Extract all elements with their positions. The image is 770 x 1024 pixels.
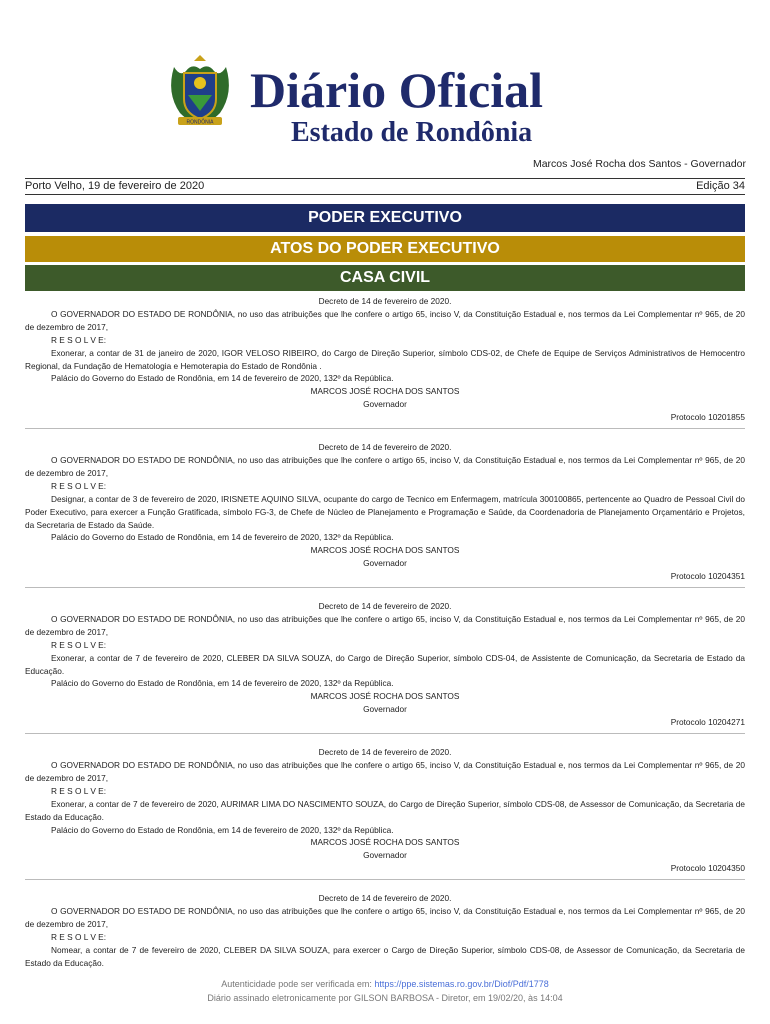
decree-role: Governador bbox=[363, 558, 407, 569]
authenticity-prefix: Autenticidade pode ser verificada em: bbox=[221, 979, 375, 989]
decree-preamble: O GOVERNADOR DO ESTADO DE RONDÔNIA, no uso das atribuições que lhe confere o artigo 65, inciso V, da Constituição Estadual e, nos termos da Lei Complementar nº 965, de 20 de dezembro de 2017, bbox=[25, 613, 745, 637]
decree-4 bbox=[25, 746, 745, 880]
decree-signer: MARCOS JOSÉ ROCHA DOS SANTOS bbox=[310, 691, 460, 702]
newspaper-title: Diário Oficial bbox=[250, 62, 543, 118]
decree-heading: Decreto de 14 de fevereiro de 2020. bbox=[318, 747, 452, 758]
decree-preamble: O GOVERNADOR DO ESTADO DE RONDÔNIA, no uso das atribuições que lhe confere o artigo 65, inciso V, da Constituição Estadual e, nos termos da Lei Complementar nº 965, de 20 de dezembro de 2017, bbox=[25, 906, 745, 929]
decree-body: Exonerar, a contar de 7 de fevereiro de 2020, CLEBER DA SILVA SOUZA, do Cargo de Direção Superior, símbolo CDS-04, de Assistente de Comunicação, da Secretaria de Estado da Educação. bbox=[25, 652, 745, 676]
decree-2 bbox=[25, 441, 745, 588]
decree-body: Exonerar, a contar de 31 de janeiro de 2020, IGOR VELOSO RIBEIRO, do Cargo de Direção Superior, símbolo CDS-02, de Chefe de Equipe de Serviços Administrativos de Hemocentro Regional, da Fundação de Hematologia e Hemoterapia do Estado de Rondônia . bbox=[25, 347, 745, 371]
decree-resolve: R E S O L V E: bbox=[51, 480, 107, 491]
decree-signer: MARCOS JOSÉ ROCHA DOS SANTOS bbox=[310, 386, 460, 397]
section-band-acts: ATOS DO PODER EXECUTIVO bbox=[25, 236, 745, 262]
decree-preamble: O GOVERNADOR DO ESTADO DE RONDÔNIA, no uso das atribuições que lhe confere o artigo 65, inciso V, da Constituição Estadual e, nos termos da Lei Complementar nº 965, de 20 de dezembro de 2017, bbox=[25, 760, 745, 783]
coat-of-arms-icon bbox=[164, 55, 236, 130]
decree-heading: Decreto de 14 de fevereiro de 2020. bbox=[318, 296, 452, 306]
newspaper-subtitle: Estado de Rondônia bbox=[291, 117, 533, 148]
decree-5 bbox=[25, 892, 745, 969]
decree-protocol: Protocolo 10204350 bbox=[670, 863, 745, 874]
signature-note: Diário assinado eletronicamente por GILSON BARBOSA - Diretor, em 19/02/20, às 14:04 bbox=[207, 993, 563, 1003]
decree-protocol: Protocolo 10201855 bbox=[670, 412, 745, 423]
decree-heading: Decreto de 14 de fevereiro de 2020. bbox=[318, 442, 452, 453]
decree-3 bbox=[25, 600, 745, 734]
divider bbox=[25, 194, 745, 195]
decree-role: Governador bbox=[363, 850, 407, 861]
place-date: Porto Velho, 19 de fevereiro de 2020 bbox=[25, 180, 205, 192]
decree-resolve: R E S O L V E: bbox=[51, 639, 107, 650]
decree-palace: Palácio do Governo do Estado de Rondônia, em 14 de fevereiro de 2020, 132º da República. bbox=[51, 824, 394, 835]
decree-1 bbox=[25, 295, 745, 429]
authenticity-note bbox=[0, 979, 770, 989]
divider bbox=[25, 178, 745, 179]
decree-signer: MARCOS JOSÉ ROCHA DOS SANTOS bbox=[310, 837, 460, 848]
authenticity-link[interactable]: https://ppe.sistemas.ro.gov.br/Diof/Pdf/1778 bbox=[374, 979, 549, 989]
decree-body: Nomear, a contar de 7 de fevereiro de 2020, CLEBER DA SILVA SOUZA, para exercer o Cargo de Direção Superior, símbolo CDS-08, de Assessor de Comunicação, da Secretaria de Estado da Educação. bbox=[25, 944, 745, 968]
decree-resolve: R E S O L V E: bbox=[51, 785, 107, 796]
decree-role: Governador bbox=[363, 704, 407, 715]
svg-text:RONDÔNIA: RONDÔNIA bbox=[186, 119, 214, 126]
decree-body: Designar, a contar de 3 de fevereiro de 2020, IRISNETE AQUINO SILVA, ocupante do cargo de Tecnico em Enfermagem, matrícula 300100865, pertencente ao Quadro de Pessoal Civil do Poder Executivo, para exercer a Função Gratificada, símbolo FG-3, de Chefe de Núcleo de Planejamento e Programação e Saúde, da Coordenadoria de Planejamento Orçamentário e Projetos, da Secretaria de Estado da Saúde. bbox=[25, 493, 745, 530]
decree-role: Governador bbox=[363, 399, 407, 410]
decree-heading: Decreto de 14 de fevereiro de 2020. bbox=[318, 893, 452, 904]
decree-resolve: R E S O L V E: bbox=[51, 334, 107, 345]
masthead bbox=[0, 0, 770, 170]
decree-protocol: Protocolo 10204351 bbox=[670, 571, 745, 582]
section-band-civil: CASA CIVIL bbox=[25, 265, 745, 291]
decree-palace: Palácio do Governo do Estado de Rondônia, em 14 de fevereiro de 2020, 132º da República. bbox=[51, 532, 394, 543]
decree-palace: Palácio do Governo do Estado de Rondônia, em 14 de fevereiro de 2020, 132º da República. bbox=[51, 678, 394, 689]
decree-resolve: R E S O L V E: bbox=[51, 931, 107, 942]
decree-list bbox=[25, 295, 745, 970]
decree-body: Exonerar, a contar de 7 de fevereiro de 2020, AURIMAR LIMA DO NASCIMENTO SOUZA, do Cargo de Direção Superior, símbolo CDS-08, de Assessor de Comunicação, da Secretaria de Estado da Educação. bbox=[25, 798, 745, 822]
decree-palace: Palácio do Governo do Estado de Rondônia, em 14 de fevereiro de 2020, 132º da República. bbox=[51, 373, 394, 384]
decree-protocol: Protocolo 10204271 bbox=[670, 717, 745, 728]
decree-signer: MARCOS JOSÉ ROCHA DOS SANTOS bbox=[310, 545, 460, 556]
edition-number: Edição 34 bbox=[696, 180, 745, 192]
section-band-executive: PODER EXECUTIVO bbox=[25, 204, 745, 232]
decree-preamble: O GOVERNADOR DO ESTADO DE RONDÔNIA, no uso das atribuições que lhe confere o artigo 65, inciso V, da Constituição Estadual e, nos termos da Lei Complementar nº 965, de 20 de dezembro de 2017, bbox=[25, 308, 745, 332]
governor-line: Marcos José Rocha dos Santos - Governador bbox=[532, 158, 746, 170]
decree-preamble: O GOVERNADOR DO ESTADO DE RONDÔNIA, no uso das atribuições que lhe confere o artigo 65, inciso V, da Constituição Estadual e, nos termos da Lei Complementar nº 965, de 20 de dezembro de 2017, bbox=[25, 454, 745, 478]
decree-heading: Decreto de 14 de fevereiro de 2020. bbox=[318, 601, 452, 612]
